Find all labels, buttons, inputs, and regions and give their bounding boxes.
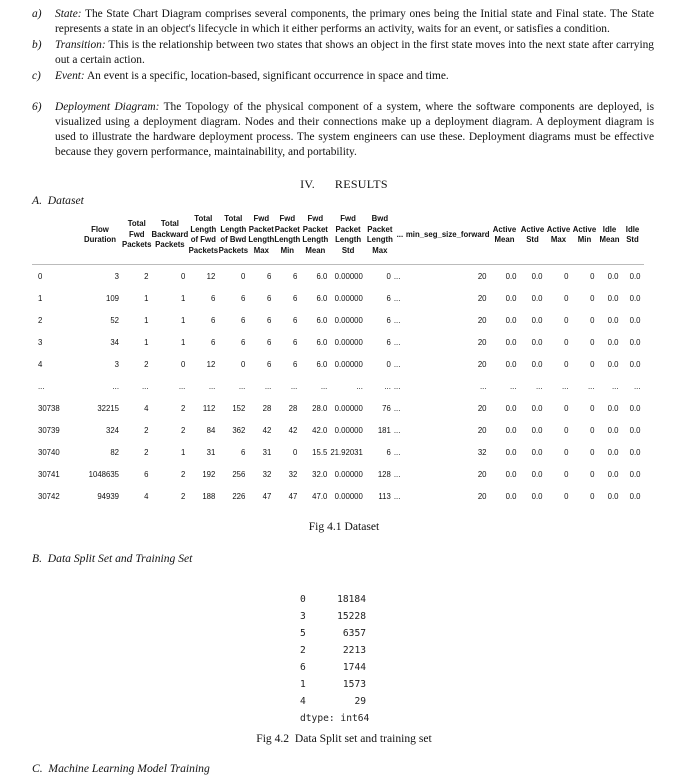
table-cell: 6 [292, 293, 298, 303]
table-cell: 0.00000 [334, 337, 363, 347]
class-label: 3 [300, 611, 306, 622]
table-cell: 256 [232, 469, 246, 479]
table-cell: 0.0 [531, 447, 543, 457]
table-cell: 32 [288, 469, 298, 479]
table-cell: 4 [144, 403, 149, 413]
table-cell: 20 [477, 491, 487, 501]
row-index: 30741 [38, 469, 60, 479]
table-cell: 0 [564, 337, 569, 347]
table-cell: 20 [477, 315, 487, 325]
table-cell: 0 [564, 491, 569, 501]
row-index: 30738 [38, 403, 60, 413]
table-cell: 0.0 [607, 469, 619, 479]
value-count-line [300, 693, 369, 710]
table-cell: 0 [292, 447, 298, 457]
table-cell: 6 [292, 359, 298, 369]
row-index: 30740 [38, 447, 60, 457]
list-marker: 6) [32, 101, 42, 113]
table-cell: 0 [564, 271, 569, 281]
table-cell: 0.0 [607, 447, 619, 457]
table-cell: 0.0 [505, 491, 517, 501]
table-cell: 20 [477, 359, 487, 369]
table-cell: 34 [110, 337, 119, 347]
term: Deployment Diagram: [55, 101, 160, 113]
table-cell: 52 [110, 315, 119, 325]
table-cell: ... [178, 381, 186, 391]
list-item-deployment [32, 100, 654, 162]
class-count: 6357 [342, 628, 366, 639]
table-cell: 112 [202, 403, 216, 413]
table-cell: 6.0 [316, 359, 328, 369]
class-label: 5 [300, 628, 306, 639]
table-cell: 0 [590, 271, 595, 281]
definition: This is the relationship between two states that shows an object in the first state moves into the next state after carrying out a certain action. [55, 39, 654, 66]
table-cell: 226 [232, 491, 246, 501]
column-header: Fwd Packet Length Max [248, 206, 274, 265]
table-cell: 0 [564, 447, 569, 457]
table-cell: ... [112, 381, 119, 391]
table-cell: 42 [288, 425, 298, 435]
table-cell: ... [612, 381, 619, 391]
table-cell: ... [393, 469, 401, 479]
table-cell: 6 [266, 315, 272, 325]
table-cell: 6 [266, 271, 272, 281]
table-row [32, 397, 644, 419]
table-cell: 0.0 [629, 359, 641, 369]
definition: The Topology of the physical component of a system, where the software components are deployed, is visualized using a deployment diagram. Nodes and their connections make up a deployment diagram. A deployment diagram is used to illustrate the hardware deployment process. The system engineers can use these. Deployment diagrams must be effective because they govern performance, maintainability, and portability. [55, 101, 654, 158]
table-cell: 0 [180, 271, 186, 281]
column-header: Bwd Packet Length Max [366, 206, 394, 265]
column-header: ... [394, 206, 406, 265]
table-cell: 6 [266, 359, 272, 369]
table-cell: 0.0 [505, 403, 517, 413]
class-count: 1573 [342, 679, 366, 690]
table-cell: 12 [206, 359, 216, 369]
table-cell: 0 [564, 315, 569, 325]
table-cell: 6 [210, 315, 216, 325]
term: Transition: [55, 39, 106, 51]
column-header: Total Backward Packets [151, 206, 188, 265]
table-cell: 0.0 [505, 337, 517, 347]
table-cell: 1 [180, 315, 186, 325]
table-cell: 0.0 [607, 403, 619, 413]
table-cell: 0.0 [531, 403, 543, 413]
class-label: 0 [300, 594, 306, 605]
table-cell: 31 [262, 447, 272, 457]
table-cell: ... [536, 381, 543, 391]
term: State: [55, 8, 82, 20]
table-cell: 32 [477, 447, 487, 457]
row-index: 2 [38, 315, 43, 325]
table-cell: ... [588, 381, 595, 391]
table-cell: 0.0 [505, 315, 517, 325]
table-cell: 94939 [97, 491, 119, 501]
subsection-data-split: B. Data Split Set and Training Set [32, 552, 193, 565]
table-cell: 6 [292, 271, 298, 281]
class-count: 15228 [337, 611, 366, 622]
table-cell: 0.0 [531, 469, 543, 479]
table-cell: 113 [378, 491, 391, 501]
table-cell: 1 [144, 315, 149, 325]
table-cell: ... [141, 381, 149, 391]
table-cell: 0.0 [629, 315, 641, 325]
list-marker: b) [32, 39, 42, 51]
definition: The State Chart Diagram comprises several components, the primary ones being the Initial state and Final state. The State represents a state in an object's lifecycle in which it either performs an activity, waits for an event, or satisfies a condition. [55, 8, 654, 35]
table-cell: 0 [564, 403, 569, 413]
table-cell: 76 [382, 403, 391, 413]
list-marker: a) [32, 8, 42, 20]
table-cell: 21.92031 [330, 447, 363, 457]
table-cell: 1 [180, 293, 186, 303]
table-cell: 0.0 [629, 271, 641, 281]
column-header: Fwd Packet Length Min [274, 206, 300, 265]
table-row [32, 331, 644, 353]
table-cell: 20 [477, 403, 487, 413]
table-cell: 0 [386, 359, 391, 369]
table-cell: ... [208, 381, 216, 391]
table-cell: 6 [266, 337, 272, 347]
table-cell: 0.0 [531, 359, 543, 369]
table-row [32, 463, 644, 485]
table-cell: 0 [590, 425, 595, 435]
table-cell: ... [634, 381, 641, 391]
table-cell: ... [393, 425, 401, 435]
table-cell: 0.0 [607, 491, 619, 501]
table-cell: 1 [180, 337, 186, 347]
row-index: ... [38, 381, 45, 391]
figure-caption-data-split: Fig 4.2 Data Split set and training set [256, 732, 432, 745]
table-cell: 0 [590, 491, 595, 501]
row-index: 0 [38, 271, 43, 281]
table-cell: 6 [266, 293, 272, 303]
table-cell: 0.0 [629, 469, 641, 479]
table-cell: 0.0 [607, 293, 619, 303]
table-cell: 0.00000 [334, 359, 363, 369]
table-cell: ... [393, 403, 401, 413]
table-row [32, 485, 644, 507]
list-item-transition [32, 38, 654, 68]
row-index: 3 [38, 337, 43, 347]
table-cell: 0 [180, 359, 186, 369]
table-cell: 2 [180, 403, 186, 413]
column-header: Fwd Packet Length Std [330, 206, 366, 265]
table-cell: 0.0 [607, 271, 619, 281]
table-cell: 0.00000 [334, 315, 363, 325]
definition: An event is a specific, location-based, significant occurrence in space and time. [84, 70, 449, 82]
table-cell: 0.0 [531, 315, 543, 325]
table-cell: 12 [206, 271, 216, 281]
table-cell: 0.0 [629, 447, 641, 457]
section-heading: IV. RESULTS [300, 177, 388, 191]
table-cell: ... [393, 337, 401, 347]
table-cell: 47 [262, 491, 272, 501]
table-cell: 0.0 [629, 491, 641, 501]
table-cell: 47.0 [312, 491, 328, 501]
table-cell: 6 [292, 337, 298, 347]
table-cell: 0.0 [531, 425, 543, 435]
table-cell: 0.0 [505, 469, 517, 479]
dataset-table [32, 206, 644, 507]
table-cell: 4 [144, 491, 149, 501]
table-cell: 6 [292, 315, 298, 325]
table-cell: 0.0 [607, 425, 619, 435]
column-header: Active Min [572, 206, 598, 265]
index-header [32, 206, 78, 265]
column-header: Total Fwd Packets [122, 206, 151, 265]
table-cell: 0.0 [505, 271, 517, 281]
row-index: 30739 [38, 425, 60, 435]
list-item-event [32, 69, 654, 84]
table-cell: 0.00000 [334, 425, 363, 435]
table-cell: 0 [386, 271, 391, 281]
table-cell: 0.0 [531, 293, 543, 303]
class-count: 1744 [342, 662, 366, 673]
table-cell: 32215 [97, 403, 119, 413]
table-cell: 0 [590, 315, 595, 325]
table-cell: 181 [377, 425, 391, 435]
table-cell: 6 [386, 447, 391, 457]
table-cell: ... [238, 381, 246, 391]
table-cell: 0 [590, 337, 595, 347]
table-cell: 32.0 [312, 469, 328, 479]
figure-caption-dataset: Fig 4.1 Dataset [308, 520, 380, 533]
table-cell: 0.00000 [334, 271, 363, 281]
table-cell: ... [562, 381, 569, 391]
table-cell: 109 [105, 293, 119, 303]
table-cell: 0.0 [607, 337, 619, 347]
subsection-dataset: A. Dataset [32, 194, 84, 207]
value-count-line [300, 642, 369, 659]
table-cell: 6 [240, 315, 246, 325]
table-row [32, 353, 644, 375]
table-header-row [32, 206, 644, 265]
table-cell: 0.00000 [334, 469, 363, 479]
table-cell: 0 [564, 359, 569, 369]
table-cell: 20 [477, 293, 487, 303]
table-cell: 0 [590, 403, 595, 413]
table-cell: 0.00000 [334, 403, 363, 413]
table-cell: 6 [386, 293, 391, 303]
term: Event: [55, 70, 85, 82]
table-cell: ... [393, 315, 401, 325]
table-row [32, 287, 644, 309]
table-cell: ... [393, 293, 401, 303]
column-header: Active Max [546, 206, 572, 265]
table-cell: ... [384, 381, 391, 391]
table-cell: 84 [206, 425, 216, 435]
column-header: Idle Mean [598, 206, 622, 265]
table-cell: 3 [114, 359, 119, 369]
table-cell: ... [393, 491, 401, 501]
table-row [32, 441, 644, 463]
table-cell: 0.0 [607, 315, 619, 325]
table-cell: 42 [262, 425, 272, 435]
list-item-state [32, 7, 654, 37]
class-label: 2 [300, 645, 306, 656]
table-row [32, 375, 644, 397]
column-header: Active Mean [490, 206, 520, 265]
table-cell: 6.0 [316, 293, 328, 303]
dtype-line: dtype: int64 [300, 713, 370, 724]
table-cell: 47 [288, 491, 298, 501]
table-cell: 0.0 [629, 293, 641, 303]
table-cell: 15.5 [312, 447, 328, 457]
table-cell: 1 [144, 293, 149, 303]
column-header: Total Length of Fwd Packets [188, 206, 218, 265]
table-cell: 2 [144, 271, 149, 281]
table-row [32, 309, 644, 331]
table-cell: 1 [144, 337, 149, 347]
table-cell: 0 [564, 469, 569, 479]
table-cell: 0.0 [607, 359, 619, 369]
column-header: Total Length of Bwd Packets [218, 206, 248, 265]
table-cell: ... [480, 381, 487, 391]
table-cell: 0.00000 [334, 491, 363, 501]
table-cell: ... [290, 381, 298, 391]
table-cell: 6 [210, 337, 216, 347]
table-cell: 3 [114, 271, 119, 281]
table-cell: 0.0 [629, 425, 641, 435]
table-cell: 2 [144, 447, 149, 457]
table-cell: 20 [477, 271, 487, 281]
table-cell: 6.0 [316, 337, 328, 347]
table-cell: 0.0 [505, 447, 517, 457]
table-cell: 2 [144, 425, 149, 435]
table-cell: 82 [110, 447, 119, 457]
table-cell: 0.0 [531, 337, 543, 347]
table-row [32, 419, 644, 441]
table-cell: ... [264, 381, 272, 391]
table-cell: 6 [240, 447, 246, 457]
table-cell: ... [393, 271, 401, 281]
value-count-line [300, 676, 369, 693]
table-cell: 1 [180, 447, 186, 457]
table-cell: ... [356, 381, 363, 391]
table-cell: 0.0 [505, 359, 517, 369]
table-cell: 6.0 [316, 271, 328, 281]
table-cell: 20 [477, 469, 487, 479]
class-label: 1 [300, 679, 306, 690]
table-cell: 20 [477, 337, 487, 347]
table-cell: 20 [477, 425, 487, 435]
table-cell: 28 [262, 403, 272, 413]
table-cell: 0.0 [505, 425, 517, 435]
table-cell: 6 [240, 293, 246, 303]
table-cell: 324 [105, 425, 119, 435]
value-count-line [300, 625, 369, 642]
column-header: min_seg_size_forward [406, 206, 490, 265]
table-cell: 2 [180, 425, 186, 435]
table-cell: 2 [144, 359, 149, 369]
table-cell: 1048635 [88, 469, 119, 479]
table-cell: 128 [377, 469, 391, 479]
column-header: Fwd Packet Length Mean [300, 206, 330, 265]
table-cell: 42.0 [312, 425, 328, 435]
row-index: 30742 [38, 491, 60, 501]
column-header: Idle Std [622, 206, 644, 265]
class-count: 2213 [342, 645, 366, 656]
table-cell: 6 [210, 293, 216, 303]
table-cell: 0.00000 [334, 293, 363, 303]
table-cell: 152 [232, 403, 246, 413]
table-cell: ... [393, 359, 401, 369]
table-cell: ... [393, 447, 401, 457]
value-count-line [300, 608, 369, 625]
table-cell: 0 [564, 293, 569, 303]
column-header: Flow Duration [78, 206, 122, 265]
class-count: 18184 [337, 594, 366, 605]
table-row [32, 265, 644, 288]
table-cell: ... [393, 381, 401, 391]
table-cell: 0.0 [531, 271, 543, 281]
table-cell: 2 [180, 469, 186, 479]
table-cell: ... [320, 381, 328, 391]
table-cell: 6 [240, 337, 246, 347]
class-label: 6 [300, 662, 306, 673]
table-cell: 6.0 [316, 315, 328, 325]
value-count-line [300, 659, 369, 676]
table-cell: 0.0 [629, 403, 641, 413]
row-index: 4 [38, 359, 43, 369]
table-cell: 188 [202, 491, 216, 501]
table-cell: 0.0 [531, 491, 543, 501]
value-count-line [300, 591, 369, 608]
table-cell: 6 [386, 337, 391, 347]
table-cell: 28.0 [312, 403, 328, 413]
table-cell: 0.0 [629, 337, 641, 347]
table-cell: 0 [590, 469, 595, 479]
table-cell: 2 [180, 491, 186, 501]
table-cell: 6 [144, 469, 149, 479]
value-counts-output [300, 591, 369, 727]
table-cell: 0 [590, 293, 595, 303]
row-index: 1 [38, 293, 43, 303]
table-cell: 192 [202, 469, 216, 479]
table-cell: 28 [288, 403, 298, 413]
table-cell: 6 [386, 315, 391, 325]
table-cell: 0 [240, 271, 246, 281]
table-cell: ... [510, 381, 517, 391]
column-header: Active Std [520, 206, 546, 265]
table-cell: 362 [232, 425, 246, 435]
table-cell: 32 [262, 469, 272, 479]
table-cell: 0 [590, 447, 595, 457]
list-marker: c) [32, 70, 41, 82]
class-count: 29 [354, 696, 366, 707]
table-cell: 31 [206, 447, 216, 457]
class-label: 4 [300, 696, 306, 707]
subsection-model-training: C. Machine Learning Model Training [32, 762, 210, 775]
table-cell: 0 [240, 359, 246, 369]
table-cell: 0.0 [505, 293, 517, 303]
table-cell: 0 [564, 425, 569, 435]
table-cell: 0 [590, 359, 595, 369]
